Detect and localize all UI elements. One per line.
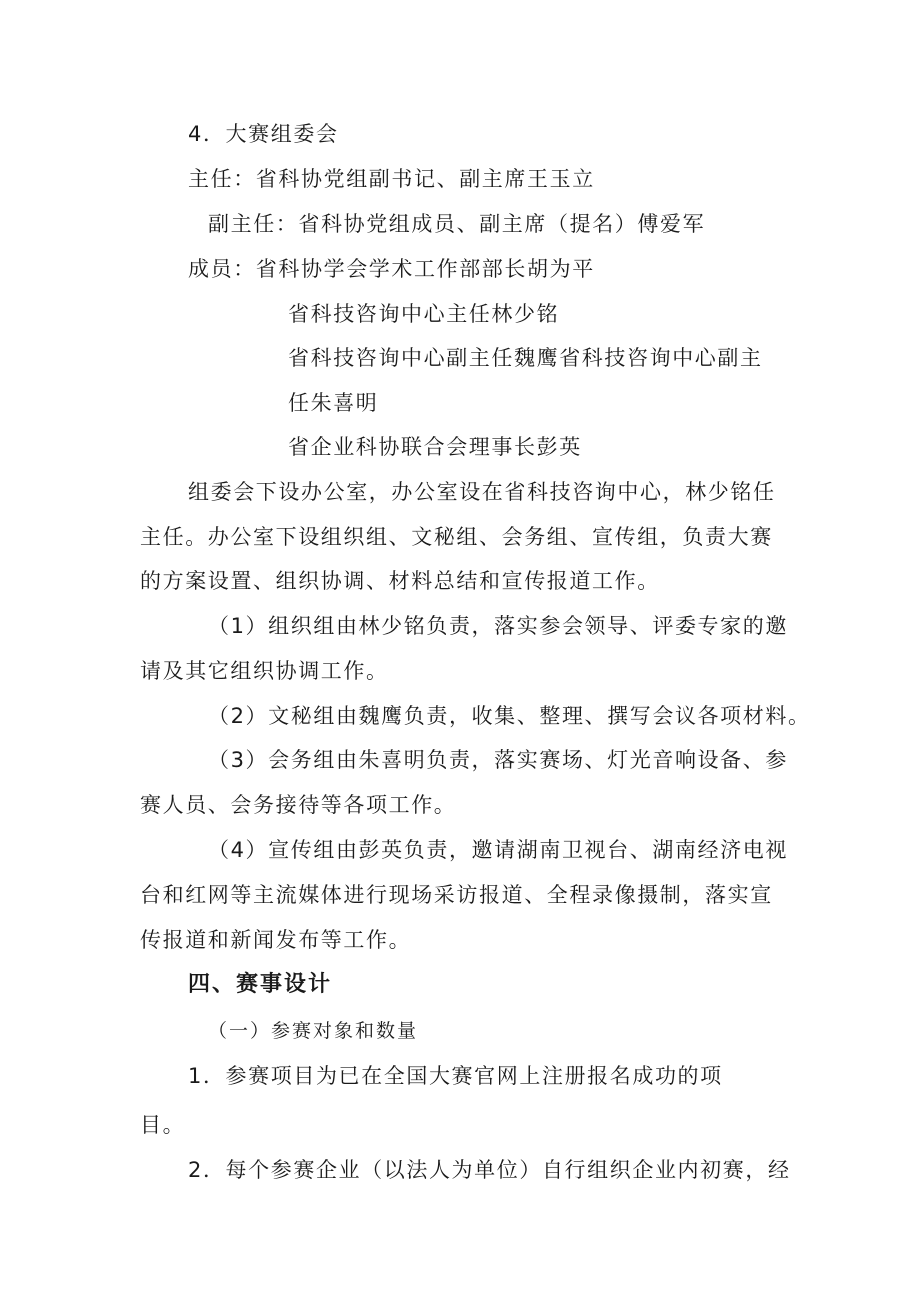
members-line: 成员：省科协学会学术工作部部长胡为平 (188, 257, 595, 281)
member-line: 省科技咨询中心副主任魏鹰省科技咨询中心副主 (288, 346, 763, 370)
deputy-director-line: 副主任：省科协党组成员、副主席（提名）傅爱军 (208, 212, 706, 236)
office-paragraph-line: 的方案设置、组织协调、材料总结和宣传报道工作。 (140, 569, 660, 593)
group-1-line: （1）组织组由林少铭负责，落实参会领导、评委专家的邀 (208, 614, 788, 638)
director-line: 主任：省科协党组副书记、副主席王玉立 (188, 167, 595, 191)
office-paragraph-line: 主任。办公室下设组织组、文秘组、会务组、宣传组，负责大赛 (140, 525, 773, 549)
group-2-line: （2）文秘组由魏鹰负责，收集、整理、撰写会议各项材料。 (208, 704, 811, 728)
office-paragraph-line: 组委会下设办公室，办公室设在省科技咨询中心，林少铭任 (188, 480, 776, 504)
committee-title: 4．大赛组委会 (188, 122, 339, 146)
item-2-line: 2．每个参赛企业（以法人为单位）自行组织企业内初赛，经 (188, 1158, 791, 1182)
item-1-line: 1．参赛项目为已在全国大赛官网上注册报名成功的项 (188, 1064, 723, 1088)
subsection-heading: （一）参赛对象和数量 (208, 1020, 419, 1042)
group-4-line: 传报道和新闻发布等工作。 (140, 928, 412, 952)
member-line-continued: 任朱喜明 (288, 391, 379, 415)
section-heading: 四、赛事设计 (188, 972, 333, 997)
member-line: 省企业科协联合会理事长彭英 (288, 435, 582, 459)
group-1-line: 请及其它组织协调工作。 (140, 659, 389, 683)
item-1-line: 目。 (140, 1113, 186, 1137)
member-line: 省科技咨询中心主任林少铭 (288, 302, 560, 326)
group-3-line: （3）会务组由朱喜明负责，落实赛场、灯光音响设备、参 (208, 748, 788, 772)
group-4-line: 台和红网等主流媒体进行现场采访报道、全程录像摄制，落实宣 (140, 883, 773, 907)
group-4-line: （4）宣传组由彭英负责，邀请湖南卫视台、湖南经济电视 (208, 838, 788, 862)
group-3-line: 赛人员、会务接待等各项工作。 (140, 793, 457, 817)
